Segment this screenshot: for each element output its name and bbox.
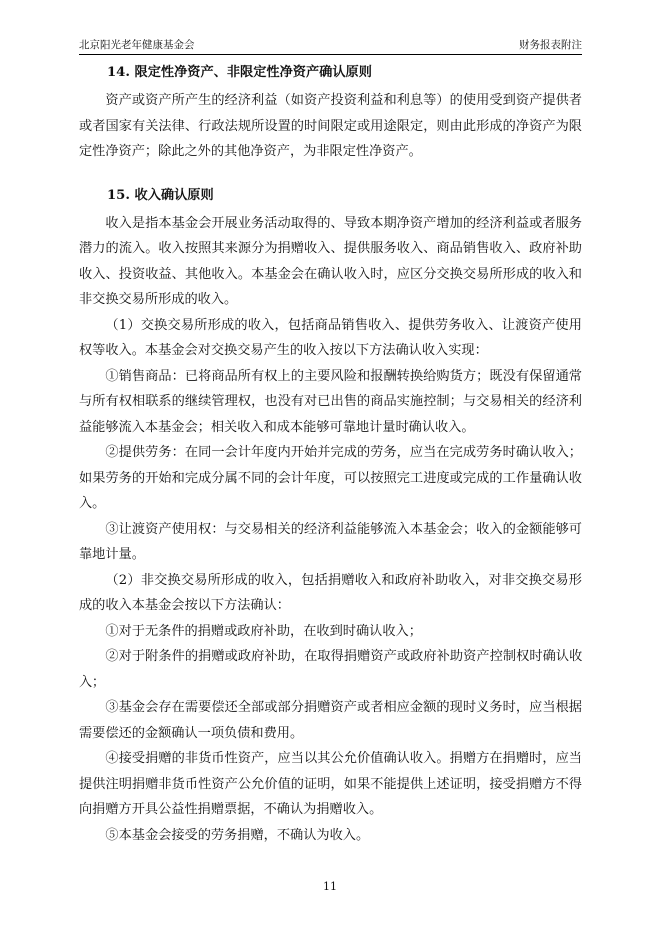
header-document-title: 财务报表附注 <box>519 39 582 51</box>
section-spacer <box>79 165 582 181</box>
services-paragraph: ②提供劳务：在同一会计年度内开始并完成的劳务，应当在完成劳务时确认收入；如果劳务的开始和完成分属不同的会计年度，可以按照完工进度或完成的工作量确认收入。 <box>79 445 582 511</box>
header-organization-name: 北京阳光老年健康基金会 <box>79 39 195 51</box>
unconditional-donation-paragraph: ①对于无条件的捐赠或政府补助，在收到时确认收入； <box>105 623 422 639</box>
section-title-14: 14. 限定性净资产、非限定性净资产确认原则 <box>107 65 372 80</box>
conditional-donation-paragraph: ②对于附条件的捐赠或政府补助，在取得捐赠资产或政府补助资产控制权时确认收入； <box>79 649 582 690</box>
sale-of-goods-paragraph: ①销售商品：已将商品所有权上的主要风险和报酬转换给购货方；既没有保留通常与所有权相联系的继续管理权，也没有对已出售的商品实施控制；与交易相关的经济利益能够流入本基金会；相关收入和成本能够可靠地计量时确认收入。 <box>79 368 582 435</box>
repayment-obligation-paragraph: ③基金会存在需要偿还全部或部分捐赠资产或者相应金额的现时义务时，应当根据需要偿还的金额确认一项负债和费用。 <box>79 700 582 741</box>
page-header <box>79 38 582 55</box>
section-15-intro-paragraph: 收入是指本基金会开展业务活动取得的、导致本期净资产增加的经济利益或者服务潜力的流入。收入按照其来源分为捐赠收入、提供服务收入、商品销售收入、政府补助收入、投资收益、其他收入。本基金会在确认收入时，应区分交换交易所形成的收入和非交换交易所形成的收入。 <box>79 215 582 307</box>
page-content <box>79 58 582 848</box>
section-14-paragraph: 资产或资产所产生的经济利益（如资产投资利益和利息等）的使用受到资产提供者或者国家有关法律、行政法规所设置的时间限定或用途限定，则由此形成的净资产为限定性净资产；除此之外的其他净资产，为非限定性净资产。 <box>79 93 582 159</box>
service-donation-paragraph: ⑤本基金会接受的劳务捐赠，不确认为收入。 <box>105 827 370 843</box>
section-title-15: 15. 收入确认原则 <box>107 187 214 203</box>
page-number: 11 <box>323 880 337 893</box>
non-monetary-donation-paragraph: ④接受捐赠的非货币性资产，应当以其公允价值确认收入。捐赠方在捐赠时，应当提供注明捐赠非货币性资产公允价值的证明，如果不能提供上述证明，接受捐赠方不得向捐赠方开具公益性捐赠票据，不确认为捐赠收入。 <box>79 751 582 817</box>
exchange-revenue-paragraph: （1）交换交易所形成的收入，包括商品销售收入、提供劳务收入、让渡资产使用权等收入。本基金会对交换交易产生的收入按以下方法确认收入实现： <box>79 317 582 358</box>
non-exchange-revenue-paragraph: （2）非交换交易所形成的收入，包括捐赠收入和政府补助收入，对非交换交易形成的收入本基金会按以下方法确认： <box>79 572 582 613</box>
asset-use-rights-paragraph: ③让渡资产使用权：与交易相关的经济利益能够流入本基金会；收入的金额能够可靠地计量。 <box>79 521 582 562</box>
